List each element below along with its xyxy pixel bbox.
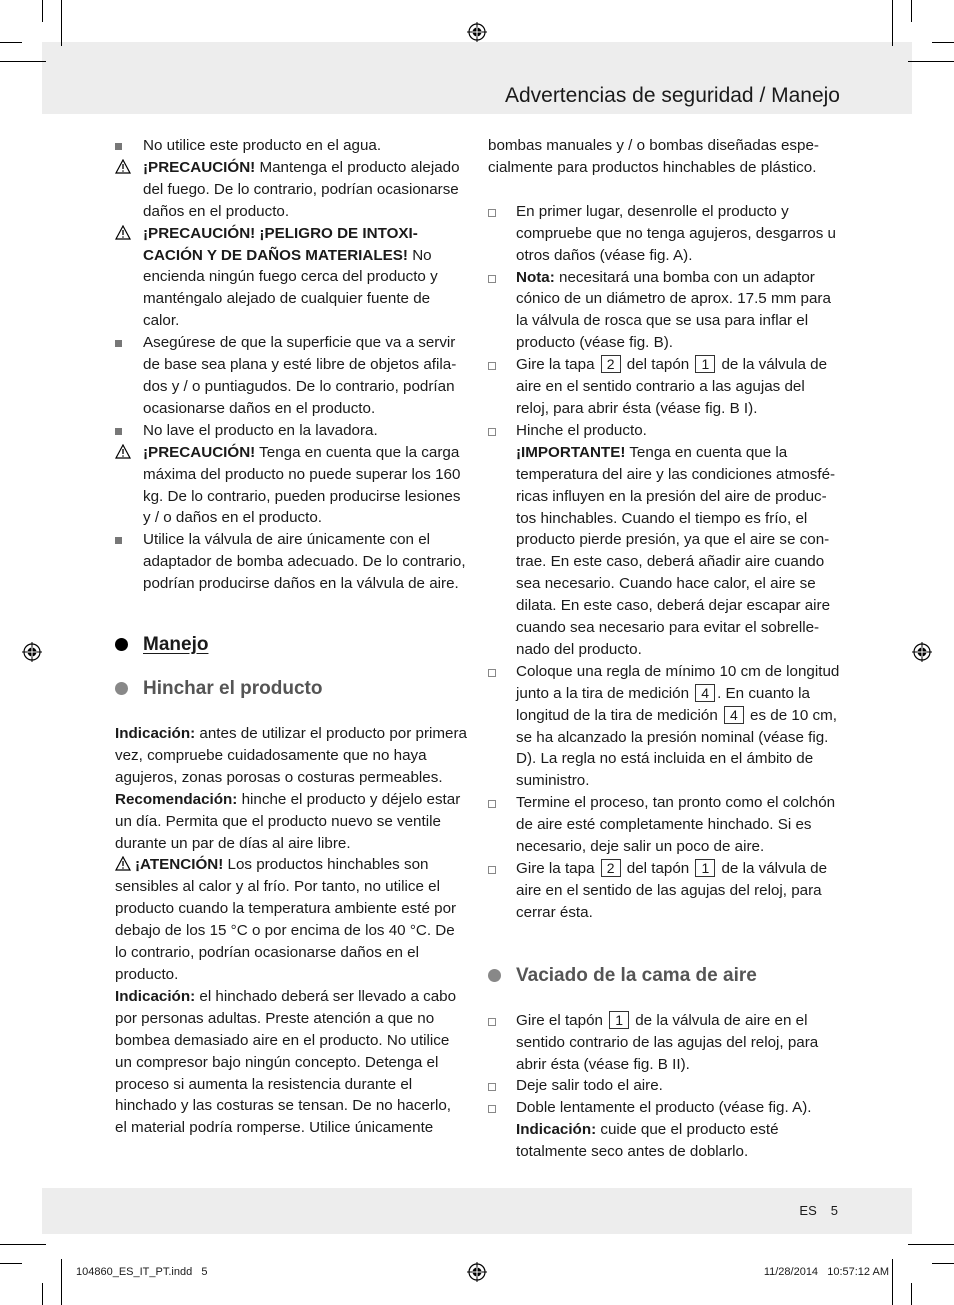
checkbox-square-icon [488,1097,508,1120]
subsection-heading: Vaciado de la cama de aire [488,964,840,988]
bullet-dot-icon [115,682,128,695]
checkbox-square-icon [488,858,508,881]
bullet-dot-icon [115,638,128,651]
checkbox-square-icon [488,792,508,815]
bullet-square-icon [115,135,135,157]
paragraph: Indicación: el hinchado deberá ser llevado a cabo por personas adultas. Preste atención a que no bombea demasiado aire en el producto. No utilice un compresor bajo ningún concepto. Detenga el proceso si aumenta la resistencia durante el hinchado y las costuras se tensan. De no hacerlo, el material podría romperse. Utilice únicamente [115,987,457,1137]
slug-filename: 104860_ES_IT_PT.indd 5 [76,1266,208,1278]
page-number: ES 5 [799,1203,838,1218]
right-column [488,135,840,1163]
section-heading: Manejo [115,633,467,657]
paragraph: Recomendación: hinche el producto y déjelo estar un día. Permita que el producto nuevo se ventile durante un par de días al aire libre. [115,790,461,852]
part-number-box: 2 [601,355,621,373]
checkbox-square-icon [488,1010,508,1033]
list-item: ¡PRECAUCIÓN! ¡PELIGRO DE INTOXICACIÓN Y DE DAÑOS MATERIALES! No encienda ningún fuego cerca del producto y manténgalo alejado de cualquier fuente de calor. [115,223,467,333]
warning-icon [115,444,131,459]
part-number-box: 4 [724,706,744,724]
checkbox-square-icon [488,420,508,443]
checkbox-square-icon [488,661,508,684]
part-number-box: 4 [695,684,715,702]
list-item: Coloque una regla de mínimo 10 cm de longitud junto a la tira de medición 4 . En cuanto la longitud de la tira de medición 4 es de 10 cm, se ha alcanzado la presión nominal (véase fig. D). La regla no está incluida en el ámbito de suministro. [488,661,840,792]
list-item: No utilice este producto en el agua. [115,135,467,157]
checkbox-square-icon [488,1075,508,1098]
bullet-dot-icon [488,969,501,982]
paragraph: bombas manuales y / o bombas diseñadas especialmente para productos hinchables de plástico. [488,137,819,176]
registration-mark-icon [467,22,487,42]
page-title: Advertencias de seguridad / Manejo [504,84,840,107]
paragraph: Indicación: antes de utilizar el producto por primera vez, compruebe cuidadosamente que no haya agujeros, zonas porosas o costuras permeables. [115,725,467,786]
list-item: ¡PRECAUCIÓN! Mantenga el producto alejado del fuego. De lo contrario, podrían ocasionarse daños en el producto. [115,157,467,223]
part-number-box: 1 [695,859,715,877]
list-item: ¡PRECAUCIÓN! Tenga en cuenta que la carga máxima del producto no puede superar los 160 kg. De lo contrario, pueden producirse lesiones y / o daños en el producto. [115,442,467,530]
list-item: En primer lugar, desenrolle el producto y compruebe que no tenga agujeros, desgarros u otros daños (véase fig. A). [488,201,840,267]
paragraph: ¡ATENCIÓN! Los productos hinchables son sensibles al calor y al frío. Por tanto, no utilice el producto cuando la temperatura ambiente esté por debajo de los 15 °C o por encima de los 40 °C. De lo contrario, podrían ocasionarse daños en el producto. [115,856,457,983]
part-number-box: 1 [695,355,715,373]
registration-mark-icon [467,1262,487,1282]
checkbox-square-icon [488,354,508,377]
checkbox-square-icon [488,201,508,224]
warning-icon [115,159,131,174]
list-item: Nota: necesitará una bomba con un adaptor cónico de un diámetro de aprox. 17.5 mm para la válvula de rosca que se usa para inflar el producto (véase fig. B). [488,267,840,355]
bullet-square-icon [115,332,135,354]
list-item: Gire la tapa 2 del tapón 1 de la válvula de aire en el sentido de las agujas del reloj, para cerrar ésta. [488,858,840,924]
bullet-square-icon [115,420,135,442]
footer-band [42,1188,912,1234]
warning-icon [115,856,131,871]
bullet-square-icon [115,529,135,551]
left-column [115,135,467,1139]
part-number-box: 2 [601,859,621,877]
list-item: Utilice la válvula de aire únicamente con el adaptador de bomba adecuado. De lo contrario, podrían producirse daños en la válvula de aire. [115,529,467,595]
registration-mark-icon [22,642,42,662]
checkbox-square-icon [488,267,508,290]
list-item: No lave el producto en la lavadora. [115,420,467,442]
part-number-box: 1 [609,1011,629,1029]
list-item: Hinche el producto. ¡IMPORTANTE! Tenga en cuenta que la temperatura del aire y las condiciones atmosféricas influyen en la presión del aire de productos hinchables. Cuando el tiempo es frío, el producto pierde presión, ya que el aire se contrae. En este caso, deberá añadir aire cuando sea necesario. Cuando hace calor, el aire se dilata. En este caso, deberá dejar escapar aire cuando sea necesario para evitar el sobrellenado del producto. [488,420,840,661]
warning-icon [115,225,131,240]
list-item: Termine el proceso, tan pronto como el colchón de aire esté completamente hinchado. Si es necesario, deje salir un poco de aire. [488,792,840,858]
list-item: Asegúrese de que la superficie que va a servir de base sea plana y esté libre de objetos afilados y / o puntiagudos. De lo contrario, podrían ocasionarse daños en el producto. [115,332,467,420]
list-item: Gire la tapa 2 del tapón 1 de la válvula de aire en el sentido contrario a las agujas del reloj, para abrir ésta (véase fig. B I). [488,354,840,420]
registration-mark-icon [912,642,932,662]
list-item: Deje salir todo el aire. [488,1075,840,1097]
subsection-heading: Hinchar el producto [115,677,467,701]
slug-datetime: 11/28/2014 10:57:12 AM [763,1266,889,1278]
list-item: Doble lentamente el producto (véase fig. A). Indicación: cuide que el producto esté totalmente seco antes de doblarlo. [488,1097,840,1163]
list-item: Gire el tapón 1 de la válvula de aire en el sentido contrario de las agujas del reloj, para abrir ésta (véase fig. B II). [488,1010,840,1076]
